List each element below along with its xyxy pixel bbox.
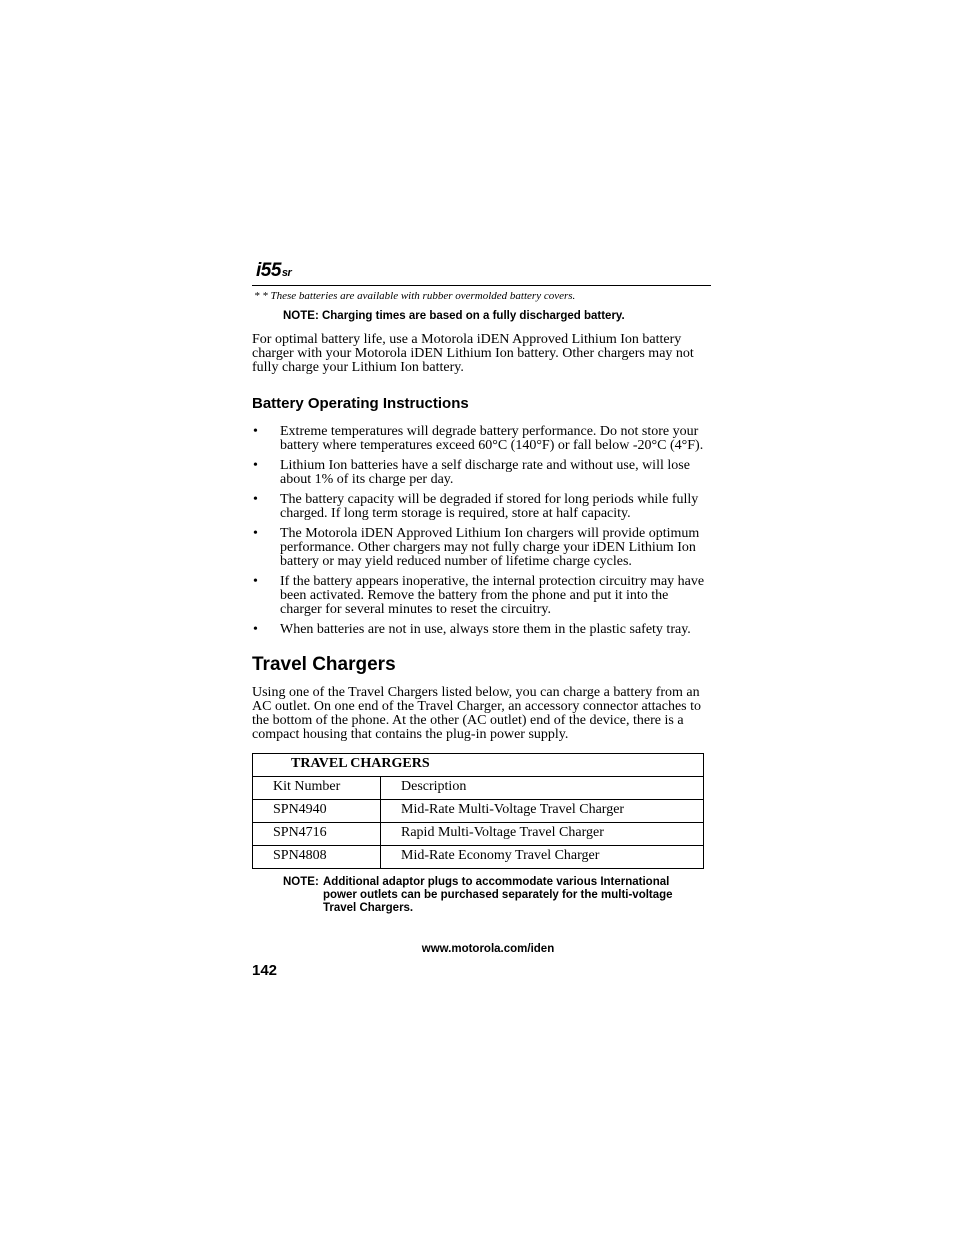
footer-url: www.motorola.com/iden (421, 943, 555, 955)
list-item-text: When batteries are not in use, always store them in the plastic safety tray. (280, 622, 691, 637)
kit-number-cell: SPN4716 (253, 823, 381, 846)
column-header-kit-number: Kit Number (253, 777, 381, 800)
kit-number-cell: SPN4940 (253, 800, 381, 823)
bullet: • (253, 526, 258, 541)
table-title-row (253, 754, 704, 777)
table-row (253, 800, 704, 823)
intro-paragraph: For optimal battery life, use a Motorola iDEN Approved Lithium Ion battery charger with your Motorola iDEN Lithium Ion battery. Other chargers may not fully charge your Lithium Ion battery. (252, 332, 694, 375)
logo-suffix: sr (281, 267, 292, 279)
page-number: 142 (252, 962, 278, 979)
table-title: TRAVEL CHARGERS (291, 756, 430, 771)
travel-chargers-paragraph: Using one of the Travel Chargers listed below, you can charge a battery from an AC outlet. On one end of the Travel Charger, an accessory connector attaches to the bottom of the phone. At the other (AC outlet) end of the device, there is a compact housing that contains the plug-in power supply. (252, 685, 701, 742)
operating-instructions-list (252, 425, 707, 643)
list-item (252, 425, 707, 453)
table-header-row (253, 777, 704, 800)
note-charging-times: NOTE: Charging times are based on a fully discharged battery. (283, 310, 625, 322)
list-item (252, 623, 707, 637)
logo-main: i55 (256, 260, 281, 281)
column-header-description: Description (381, 777, 704, 800)
description-cell: Mid-Rate Multi-Voltage Travel Charger (381, 800, 704, 823)
bullet: • (253, 492, 258, 507)
section-heading-travel-chargers: Travel Chargers (252, 654, 396, 675)
list-item-text: If the battery appears inoperative, the internal protection circuitry may have been activated. Remove the battery from the phone and put it into the charger for several minutes to reset the circuitry. (280, 574, 705, 617)
kit-number-cell: SPN4808 (253, 846, 381, 869)
section-heading-operating: Battery Operating Instructions (252, 395, 469, 412)
table-row (253, 846, 704, 869)
list-item (252, 459, 707, 487)
footnote: * * These batteries are available with rubber overmolded battery covers. (254, 290, 576, 302)
bullet: • (253, 458, 258, 473)
table-title-cell (253, 754, 704, 777)
table-row (253, 823, 704, 846)
bullet: • (253, 622, 258, 637)
bullet: • (253, 574, 258, 589)
note-text: Additional adaptor plugs to accommodate various International power outlets can be purchased separately for the multi-voltage Travel Chargers. (323, 876, 673, 914)
note-adaptor-plugs (283, 876, 703, 915)
list-item-text: Extreme temperatures will degrade battery performance. Do not store your battery where temperatures exceed 60°C (140°F) or fall below -20°C (4°F). (280, 424, 704, 453)
i55sr-logo (256, 260, 291, 282)
description-cell: Mid-Rate Economy Travel Charger (381, 846, 704, 869)
bullet: • (253, 424, 258, 439)
list-item (252, 575, 707, 617)
list-item-text: The battery capacity will be degraded if stored for long periods while fully charged. If long term storage is required, store at half capacity. (280, 492, 699, 521)
list-item (252, 493, 707, 521)
list-item (252, 527, 707, 569)
header-rule (252, 285, 711, 286)
list-item-text: The Motorola iDEN Approved Lithium Ion chargers will provide optimum performance. Other chargers may not fully charge your iDEN Lithium Ion battery or may yield reduced number of lifetime charge cycles. (280, 526, 700, 569)
description-cell: Rapid Multi-Voltage Travel Charger (381, 823, 704, 846)
list-item-text: Lithium Ion batteries have a self discharge rate and without use, will lose about 1% of its charge per day. (280, 458, 690, 487)
note-label: NOTE: (283, 876, 319, 888)
travel-chargers-table (252, 753, 704, 869)
